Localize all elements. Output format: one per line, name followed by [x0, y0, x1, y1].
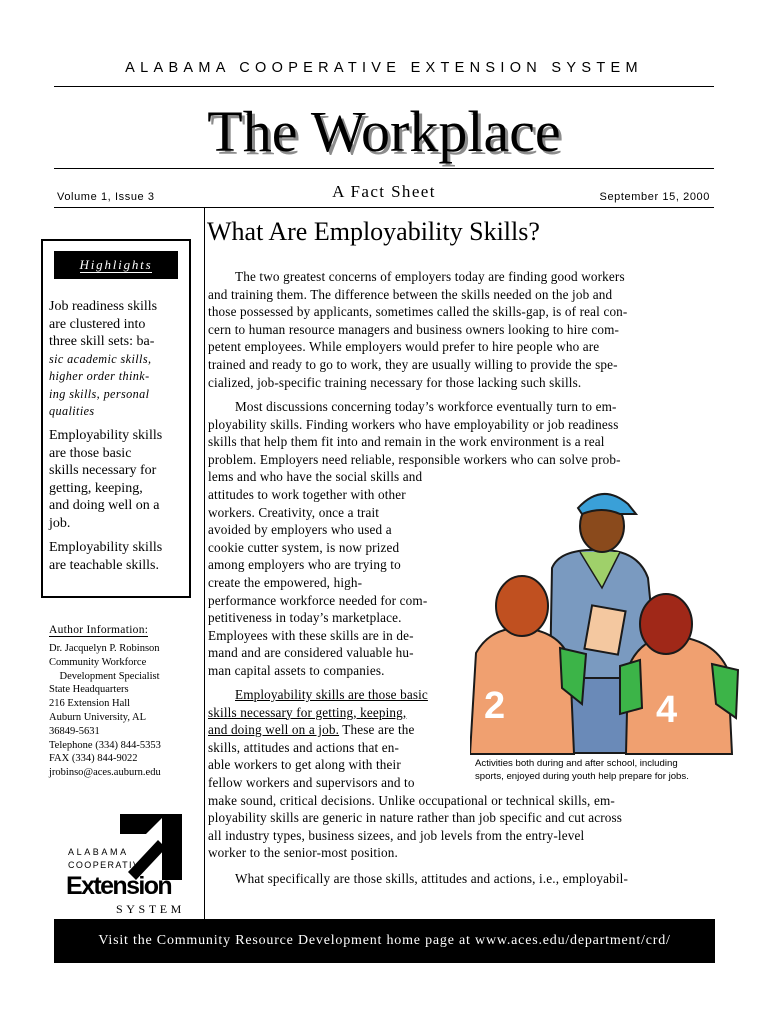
fact-sheet-subtitle: A Fact Sheet — [332, 182, 436, 201]
highlight-item-1 — [49, 298, 189, 421]
author-line: jrobinso@aces.auburn.edu — [49, 767, 161, 779]
header-top-rule — [54, 86, 714, 87]
p2-line: create the empowered, high- — [208, 574, 363, 590]
logo-line-1: ALABAMA — [68, 847, 129, 857]
author-line: Development Specialist — [49, 670, 160, 682]
highlight-2-line: Employability skills — [49, 428, 163, 443]
p3-underlined: and doing well on a job. — [208, 722, 340, 738]
p1-line: cialized, job-specific training necessary for those lacking such skills. — [208, 374, 582, 390]
p2-line: Employees with these skills are in de- — [208, 627, 414, 643]
p1-line: The two greatest concerns of employers today are finding good workers — [235, 269, 625, 284]
highlights-header — [54, 251, 178, 279]
p1-line: petent employees. While employers would prefer to hire people who are — [208, 339, 600, 355]
p3-line: make sound, critical decisions. Unlike occupational or technical skills, em- — [208, 792, 615, 808]
author-line: 216 Extension Hall — [49, 698, 131, 710]
p3-line: skills, attitudes and actions that en- — [208, 739, 400, 755]
p1-line: trained and ready to go to work, they are usually willing to provide the spe- — [208, 356, 618, 372]
p3-line: ployability skills are generic in nature rather than job specific and cut across — [208, 810, 623, 826]
coach-illustration-icon — [470, 478, 740, 758]
p3-line: all industry types, business sizees, and job levels from the entry-level — [208, 827, 585, 843]
highlight-3-line: Employability skills — [49, 540, 163, 555]
highlight-1-italic: qualities — [49, 404, 95, 418]
highlight-1-italic: ing skills, personal — [49, 386, 150, 401]
organization-name: ALABAMA COOPERATIVE EXTENSION SYSTEM — [125, 60, 643, 76]
right-jersey-number: 4 — [656, 689, 678, 731]
caption-line: sports, enjoyed during youth help prepare for jobs. — [475, 771, 689, 782]
highlight-1-line: are clustered into — [49, 316, 146, 332]
p1-line: cern to human resource managers and business owners looking to hire com- — [208, 321, 620, 337]
highlights-title: Highlights — [79, 257, 153, 272]
column-divider — [204, 208, 205, 920]
illustration-caption — [475, 757, 745, 783]
p2-line: workers. Creativity, once a trait — [208, 504, 380, 520]
extension-logo — [66, 810, 186, 920]
p1-line: those possessed by applicants, sometimes called the skills-gap, is of real con- — [208, 304, 628, 320]
author-line: Community Workforce — [49, 656, 147, 668]
left-jersey-number: 2 — [484, 685, 506, 727]
highlight-item-3 — [49, 539, 189, 574]
p2-line: problem. Employers need reliable, responsible workers who can solve prob- — [208, 451, 621, 467]
p2-line: mand and are considered valuable hu- — [208, 645, 414, 661]
author-line: Dr. Jacquelyn P. Robinson — [49, 643, 160, 654]
logo-mark-icon — [66, 810, 186, 920]
p3-line: worker to the senior-most position. — [208, 845, 398, 861]
highlight-1-line: Job readiness skills — [49, 299, 158, 314]
p2-line: attitudes to work together with other — [208, 486, 406, 502]
p2-line: petitiveness in today’s marketplace. — [208, 610, 402, 626]
logo-line-4: SYSTEM — [116, 902, 185, 916]
p4-line: What specifically are those skills, attitudes and actions, i.e., employabil- — [235, 871, 628, 886]
p2-line: avoided by employers who used a — [208, 522, 392, 538]
caption-line: Activities both during and after school, including — [475, 758, 678, 769]
highlight-2-line: and doing well on a — [49, 498, 160, 513]
paragraph-4 — [208, 870, 628, 888]
p3-underlined: Employability skills are those basic — [235, 687, 428, 702]
p2-line: cookie cutter system, is now prized — [208, 539, 400, 555]
highlight-1-line: three skill sets: ba- — [49, 334, 155, 349]
author-line: FAX (334) 844-9022 — [49, 753, 138, 765]
author-info — [49, 642, 161, 780]
highlight-2-line: skills necessary for — [49, 463, 157, 478]
highlights-box — [41, 239, 191, 598]
coach-players-illustration — [470, 478, 740, 758]
highlight-3-line: are teachable skills. — [49, 557, 160, 573]
p1-line: and training them. The difference between the skills needed on the job and — [208, 286, 613, 302]
footer-banner: Visit the Community Resource Development home page at www.aces.edu/department/crd/ — [54, 919, 715, 963]
author-line: 36849-5631 — [49, 725, 100, 737]
author-info-title: Author Information: — [49, 624, 149, 636]
volume-issue: Volume 1, Issue 3 — [57, 191, 155, 203]
logo-line-2: COOPERATIVE — [68, 860, 148, 870]
highlight-1-italic: sic academic skills, — [49, 351, 152, 366]
paragraph-1 — [208, 268, 627, 391]
logo-line-3: Extension — [66, 872, 172, 900]
subheader-rule — [54, 207, 714, 208]
p2-line: lems and who have the social skills and — [208, 469, 423, 485]
p2-line: among employers who are trying to — [208, 557, 401, 573]
author-line: State Headquarters — [49, 684, 129, 696]
masthead-title: The Workplace — [207, 99, 561, 164]
highlight-2-line: job. — [49, 515, 71, 531]
p2-line: Most discussions concerning today’s workforce eventually turn to em- — [235, 399, 617, 414]
p3-line: able workers to get along with their — [208, 757, 401, 773]
article-headline: What Are Employability Skills? — [207, 217, 540, 246]
author-line: Auburn University, AL — [49, 711, 147, 723]
highlight-item-2 — [49, 427, 189, 532]
p3-after-underline: These are the — [339, 722, 415, 738]
p2-line: skills that help them fit into and remain in the work environment is a real — [208, 434, 605, 450]
highlight-1-italic: higher order think- — [49, 369, 150, 383]
author-line: Telephone (334) 844-5353 — [49, 739, 161, 751]
issue-date: September 15, 2000 — [599, 191, 710, 203]
p3-line: fellow workers and supervisors and to — [208, 774, 415, 790]
highlight-2-line: are those basic — [49, 445, 132, 461]
highlight-2-line: getting, keeping, — [49, 480, 143, 496]
p2-line: ployability skills. Finding workers who have employability or job readiness — [208, 416, 619, 432]
header-bottom-rule — [54, 168, 714, 169]
p2-line: performance workforce needed for com- — [208, 592, 428, 608]
p3-underlined: skills necessary for getting, keeping, — [208, 704, 407, 720]
p2-line: man capital assets to companies. — [208, 662, 385, 678]
